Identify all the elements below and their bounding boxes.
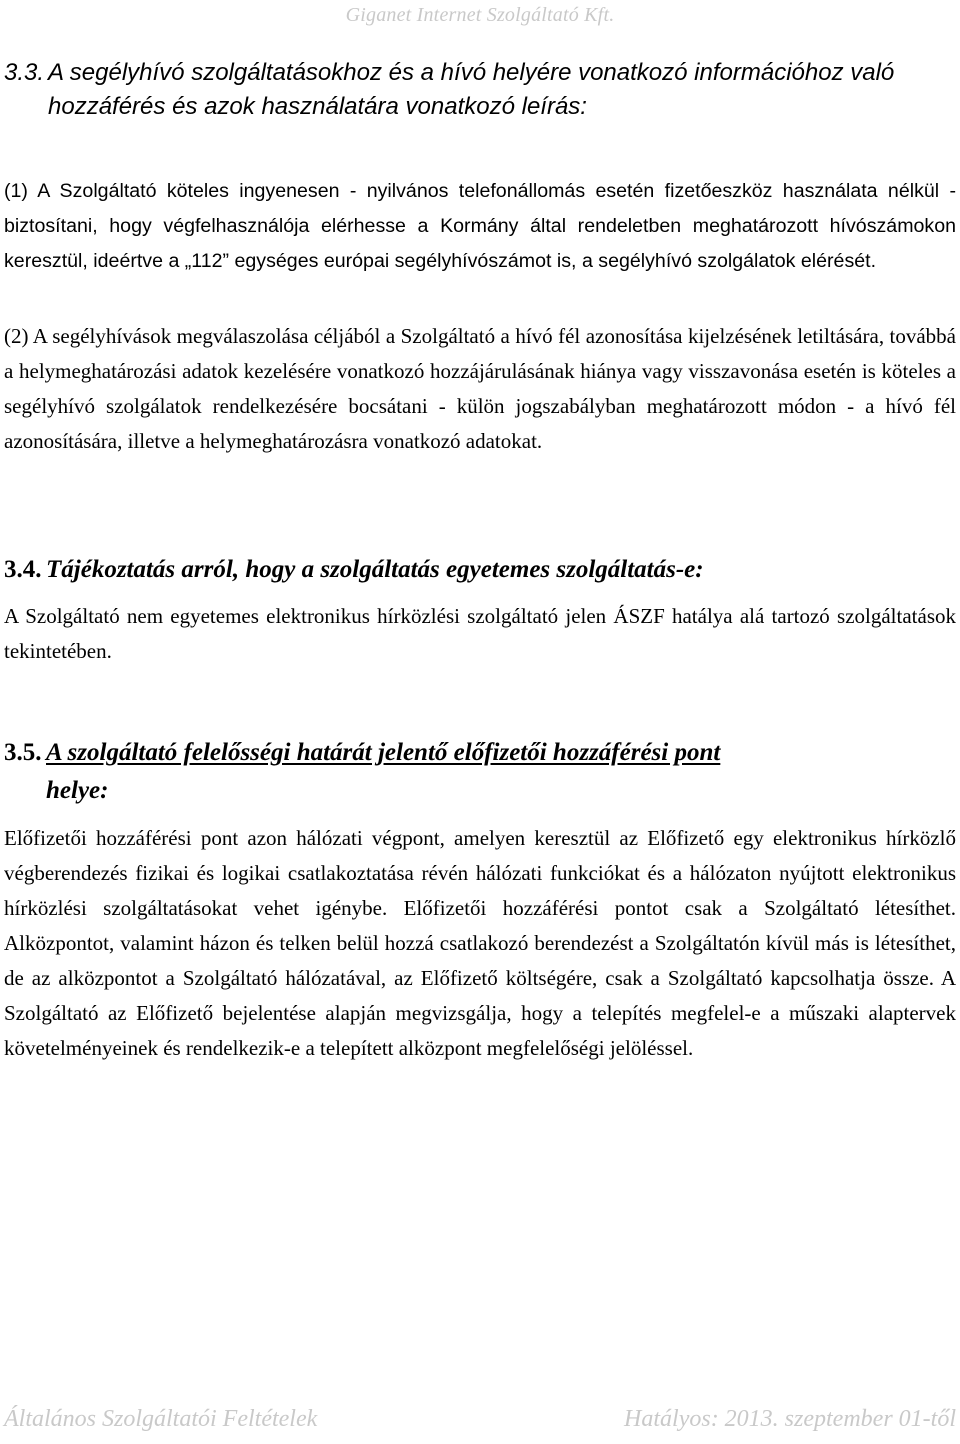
section-3-4-heading: [4, 551, 956, 589]
section-3-3-paragraph-2: (2) A segélyhívások megválaszolása céljából a Szolgáltató a hívó fél azonosítása kijelzésének letiltására, továbbá a helymeghatározási adatok kezelésére vonatkozó hozzájárulásának hiánya vagy visszavonása esetén is köteles a segélyhívó szolgálatok rendelkezésére bocsátani - külön jogszabályban meghatározott módon - a hívó fél azonosítására, illetve a helymeghatározásra vonatkozó adatokat.: [4, 324, 956, 453]
section-3-5-number: 3.5.: [4, 739, 42, 766]
section-3-3-heading: [4, 56, 956, 124]
page-footer: [4, 1406, 956, 1436]
section-3-5-paragraph: Előfizetői hozzáférési pont azon hálózati végpont, amelyen keresztül az Előfizető egy elektronikus hírközlő végberendezés fizikai és logikai csatlakoztatása révén hálózati funkciókat és a hálózaton nyújtott elektronikus hírközlési szolgáltatásokat vehet igénybe. Előfizetői hozzáférési pontot csak a Szolgáltató létesíthet. Alközpontot, valamint házon és telken belül hozzá csatlakozó berendezést a Szolgáltatón kívül más is létesíthet, de az alközpontot a Szolgáltató hálózatával, az Előfizető költségére, csak a Szolgáltató kapcsolhatja össze. A Szolgáltató az Előfizető bejelentése alapján megvizsgálja, hogy a telepítés megfelel-e a műszaki alaptervek követelményeinek és rendelkezik-e a telepített alközpont megfelelőségi jelöléssel.: [4, 826, 956, 1060]
section-3-4-title: Tájékoztatás arról, hogy a szolgáltatás egyetemes szolgáltatás-e:: [46, 556, 704, 583]
page-header: Giganet Internet Szolgáltató Kft.: [345, 4, 615, 26]
section-3-3-title: A segélyhívó szolgáltatásokhoz és a hívó helyére vonatkozó információhoz való hozzáférés és azok használatára vonatkozó leírás:: [48, 59, 895, 120]
footer-effective-date: Hatályos: 2013. szeptember 01-től: [624, 1406, 956, 1432]
section-3-5-title: A szolgáltató felelősségi határát jelentő előfizetői hozzáférési pont: [46, 739, 721, 766]
section-3-3-number: 3.3.: [4, 59, 45, 86]
section-3-4-paragraph: A Szolgáltató nem egyetemes elektronikus hírközlési szolgáltató jelen ÁSZF hatálya alá tartozó szolgáltatások tekintetében.: [4, 604, 956, 663]
section-3-5-title-continued: helye:: [46, 777, 109, 804]
section-3-3-paragraph-1: (1) A Szolgáltató köteles ingyenesen - nyilvános telefonállomás esetén fizetőeszköz használata nélkül - biztosítani, hogy végfelhasználója elérhesse a Kormány által rendeletben meghatározott hívószámokon keresztül, ideértve a „112” egységes európai segélyhívószámot is, a segélyhívó szolgálatok elérését.: [4, 180, 956, 272]
section-3-4-number: 3.4.: [4, 556, 42, 583]
section-3-5-heading: [4, 734, 956, 810]
footer-document-title: Általános Szolgáltatói Feltételek: [4, 1406, 318, 1432]
